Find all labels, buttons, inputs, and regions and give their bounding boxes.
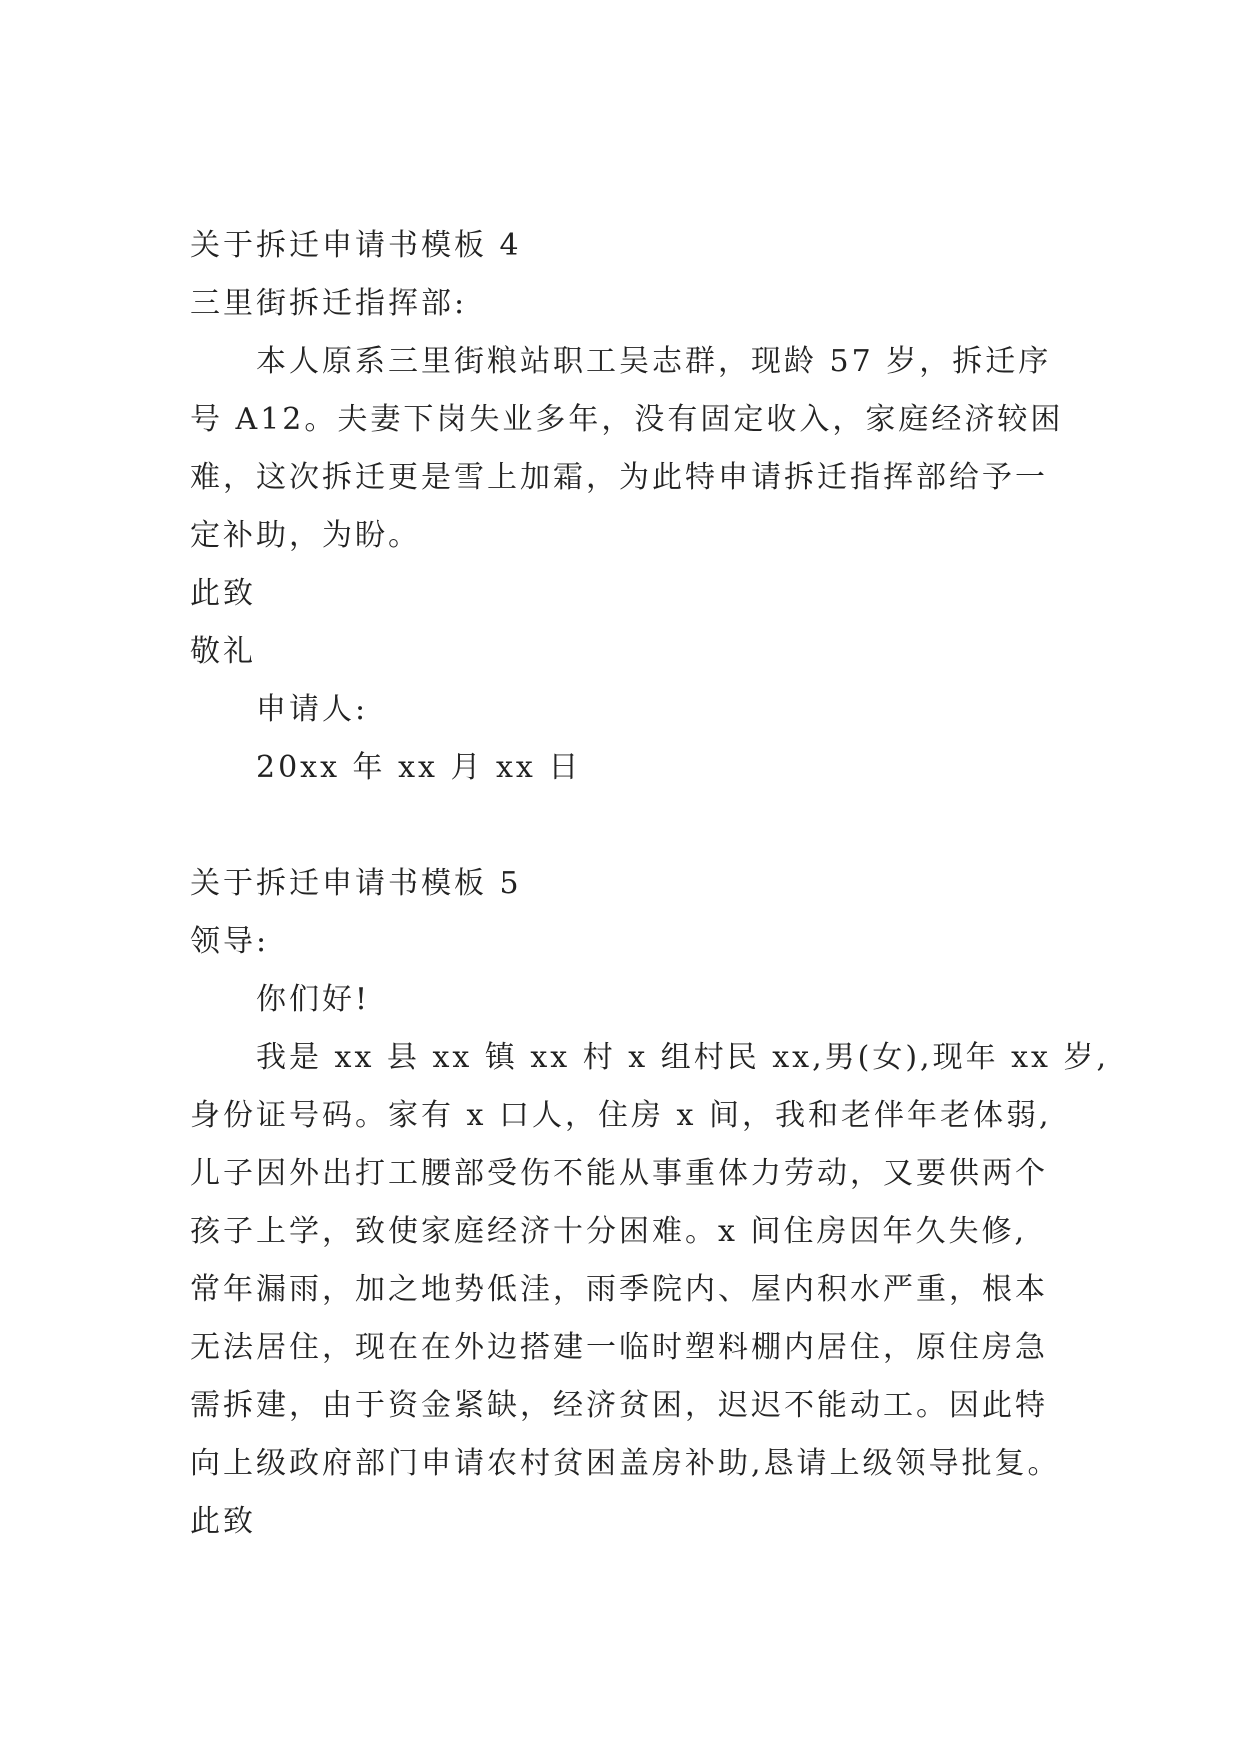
template5-greeting: 你们好! <box>256 982 371 1017</box>
template5-body-line: 儿子因外出打工腰部受伤不能从事重体力劳动，又要供两个 <box>190 1156 1048 1191</box>
template5-body-line: 需拆建，由于资金紧缺，经济贫困，迟迟不能动工。因此特 <box>190 1388 1048 1423</box>
template5-salutation: 领导: <box>190 924 270 959</box>
template5-body-line: 常年漏雨，加之地势低洼，雨季院内、屋内积水严重，根本 <box>190 1272 1048 1307</box>
template4-closing-2: 敬礼 <box>190 634 256 669</box>
template4-body-line: 定补助，为盼。 <box>190 518 421 553</box>
template4-title: 关于拆迁申请书模板 4 <box>190 228 522 263</box>
template5-body-line: 孩子上学，致使家庭经济十分困难。x 间住房因年久失修, <box>190 1214 1027 1249</box>
template5-body-line: 身份证号码。家有 x 口人，住房 x 间，我和老伴年老体弱, <box>190 1098 1052 1133</box>
template4-salutation: 三里街拆迁指挥部: <box>190 286 468 321</box>
template5-closing-1: 此致 <box>190 1504 256 1539</box>
template4-body-line: 本人原系三里街粮站职工吴志群，现龄 57 岁，拆迁序 <box>256 344 1052 379</box>
template5-body-line: 向上级政府部门申请农村贫困盖房补助,恳请上级领导批复。 <box>190 1446 1061 1481</box>
template5-body-line: 我是 xx 县 xx 镇 xx 村 x 组村民 xx,男(女),现年 xx 岁, <box>256 1040 1110 1075</box>
template4-date: 20xx 年 xx 月 xx 日 <box>256 750 582 785</box>
template4-applicant-label: 申请人: <box>256 692 369 727</box>
template4-body-line: 号 A12。夫妻下岗失业多年，没有固定收入，家庭经济较困 <box>190 402 1064 437</box>
template5-body-line: 无法居住，现在在外边搭建一临时塑料棚内居住，原住房急 <box>190 1330 1048 1365</box>
template4-closing-1: 此致 <box>190 576 256 611</box>
template5-title: 关于拆迁申请书模板 5 <box>190 866 522 901</box>
template4-body-line: 难，这次拆迁更是雪上加霜，为此特申请拆迁指挥部给予一 <box>190 460 1048 495</box>
